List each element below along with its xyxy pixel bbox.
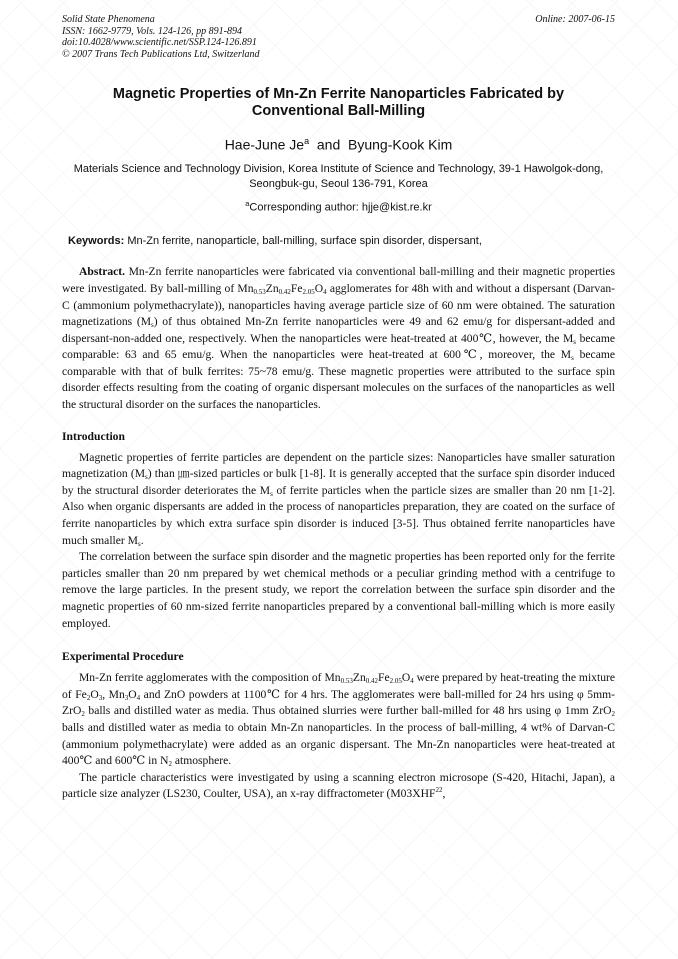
keywords-label: Keywords: — [68, 235, 125, 248]
keywords — [68, 234, 615, 248]
subscript: s — [573, 337, 576, 346]
subscript: 4 — [323, 287, 327, 296]
abstract-text: agglomerates for 48h with and without a dispersant (Darvan-C (ammonium polymethacrylate)), nanoparticles having average particle size of 60 nm were obtained. The saturation magnetizations (M — [62, 281, 615, 329]
body-text: and ZnO powders at 1100℃ for 4 hrs. The agglomerates were ball-milled for 24 hrs using φ 5mm-ZrO — [62, 687, 615, 718]
body-text: atmosphere. — [171, 754, 232, 768]
online-date: Online: 2007-06-15 — [535, 14, 615, 25]
body-text: balls and distilled water as media. Thus obtained slurries were further ball-milled for 48 hrs using φ 1mm ZrO — [84, 704, 612, 718]
body-text: Magnetic properties of ferrite particles are dependent on the particle sizes: Nanoparticles have smaller saturation magnetization (M — [62, 450, 615, 481]
subscript: s — [571, 354, 574, 363]
intro-paragraph-2: The correlation between the surface spin disorder and the magnetic properties has been reported only for the ferrite particles smaller than 20 nm prepared by wet chemical methods or a peculiar grinding method with a centrifuge to remove the large particles. In the present study, we report the correlation between the surface spin disorder and the magnetic properties of 60 nm-sized ferrite nanoparticles prepared by a conventional ball-milling which is more easily employed. — [62, 550, 615, 630]
paper-page — [62, 14, 615, 803]
body-text: Zn — [352, 671, 366, 685]
subscript: 0.42 — [278, 287, 291, 296]
journal-name: Solid State Phenomena — [62, 14, 155, 25]
body-text: O — [128, 687, 137, 701]
subscript: s — [145, 473, 148, 482]
abstract-text: Zn — [265, 281, 279, 295]
experimental-paragraph-1 — [62, 670, 615, 770]
subscript: 4 — [410, 677, 414, 686]
abstract-text: became comparable with that of bulk ferrites: 75~78 emu/g. These magnetic properties were attributed to the surface spin disorder effects resulting from the coating of organic dispersant molecules on the surfaces of the nanoparticles as well the structural disorder on the surfaces the nanoparticles. — [62, 348, 616, 412]
subscript: s — [270, 489, 273, 498]
abstract-text: O — [314, 281, 324, 295]
subscript: 2 — [168, 760, 172, 769]
keywords-text: Mn-Zn ferrite, nanoparticle, ball-milling, surface spin disorder, dispersant, — [127, 235, 482, 248]
section-heading-introduction: Introduction — [62, 429, 125, 443]
subscript: 0.42 — [365, 677, 378, 686]
body-text: of ferrite particles when the particle sizes are smaller than 20 nm [1-2]. Also when organic dispersants are added in the process of nanoparticles preparation, they are coated on the surface of ferrite nanoparticles by which extra surface spin disorder is induced [3-5]. Thus obtained ferrite nanoparticles have much smaller M — [62, 483, 616, 547]
abstract-text: Mn-Zn ferrite nanoparticles were fabricated via conventional ball-milling and their magnetic properties were investigated. By ball-milling of Mn — [62, 265, 615, 295]
author-1: Hae-June Je — [224, 136, 305, 153]
experimental-paragraph-2 — [62, 770, 615, 803]
publication-info — [62, 14, 260, 60]
abstract-label: Abstract. — [79, 265, 126, 279]
paper-title: Magnetic Properties of Mn-Zn Ferrite Nanoparticles Fabricated by Conventional Ball-Milling — [112, 86, 565, 119]
subscript: 0.53 — [253, 287, 266, 296]
author-2: Byung-Kook Kim — [348, 136, 453, 153]
abstract-text: became comparable: 63 and 65 emu/g. When the nanoparticles were heat-treated at 600℃, moreover, the M — [62, 331, 615, 362]
author-1-mark: a — [304, 136, 310, 146]
subscript: 2.05 — [389, 677, 402, 686]
body-text: , — [442, 787, 446, 801]
superscript: 22 — [435, 786, 443, 795]
body-text: Fe — [378, 671, 390, 685]
author-line — [62, 133, 615, 154]
body-text: . — [140, 533, 144, 547]
corresponding-author — [62, 197, 615, 215]
subscript: 2 — [611, 710, 615, 719]
subscript: 2 — [86, 693, 91, 702]
subscript: 4 — [136, 693, 141, 702]
body-text: balls and distilled water as media to obtain Mn-Zn nanoparticles. In the process of ball-milling, 4 wt% of Darvan-C (ammonium polymethacrylate) were added as an organic dispersant. The Mn-Zn nanoparticles were heat-treated at 400℃ and 600℃ in N — [62, 720, 615, 768]
body-text: ) than ㎛-sized particles or bulk [1-8]. It is generally accepted that the surface spin disorder induced by the structural disorder deteriorates the M — [62, 467, 615, 497]
corresponding-text: Corresponding author: hjje@kist.re.kr — [249, 201, 432, 214]
body-text: The particle characteristics were investigated by using a scanning electron microsope (S-420, Hitachi, Japan), a particle size analyzer (LS230, Coulter, USA), an x-ray diffractometer (M03XHF — [62, 770, 615, 801]
subscript: 2 — [81, 710, 85, 719]
corresponding-mark: a — [245, 198, 250, 208]
abstract-text: Fe — [290, 281, 303, 295]
doi-line: doi:10.4028/www.scientific.net/SSP.124-126.891 — [62, 37, 257, 48]
body-text: , Mn — [102, 687, 125, 701]
body-text: O — [90, 687, 99, 701]
abstract-text: ) of thus obtained Mn-Zn ferrite nanoparticles were 49 and 62 emu/g for dispersant-added and dispersant-non-added one, respectively. When the nanoparticles were heat-treated at 400℃, however, the M — [62, 315, 615, 345]
subscript: 2.05 — [302, 287, 315, 296]
intro-paragraph-1 — [62, 450, 615, 550]
subscript: 3 — [124, 693, 129, 702]
subscript: 0.53 — [340, 677, 353, 686]
author-conjunction: and — [316, 136, 341, 153]
subscript: s — [151, 321, 154, 330]
body-text: O — [401, 671, 411, 685]
affiliation: Materials Science and Technology Division, Korea Institute of Science and Technology, 39-1 Hawolgok-dong, Seongbuk-gu, Seoul 136-791, Korea — [73, 162, 604, 190]
subscript: 3 — [98, 693, 103, 702]
body-text: were prepared by heat-treating the mixture of Fe — [62, 671, 615, 701]
section-heading-experimental: Experimental Procedure — [62, 650, 184, 664]
issn-line: ISSN: 1662-9779, Vols. 124-126, pp 891-894 — [62, 25, 242, 37]
running-header — [62, 14, 615, 60]
abstract-paragraph — [62, 264, 615, 413]
body-text: Mn-Zn ferrite agglomerates with the composition of Mn — [79, 671, 341, 685]
subscript: s — [138, 539, 141, 548]
copyright-line: © 2007 Trans Tech Publications Ltd, Switzerland — [62, 48, 260, 60]
